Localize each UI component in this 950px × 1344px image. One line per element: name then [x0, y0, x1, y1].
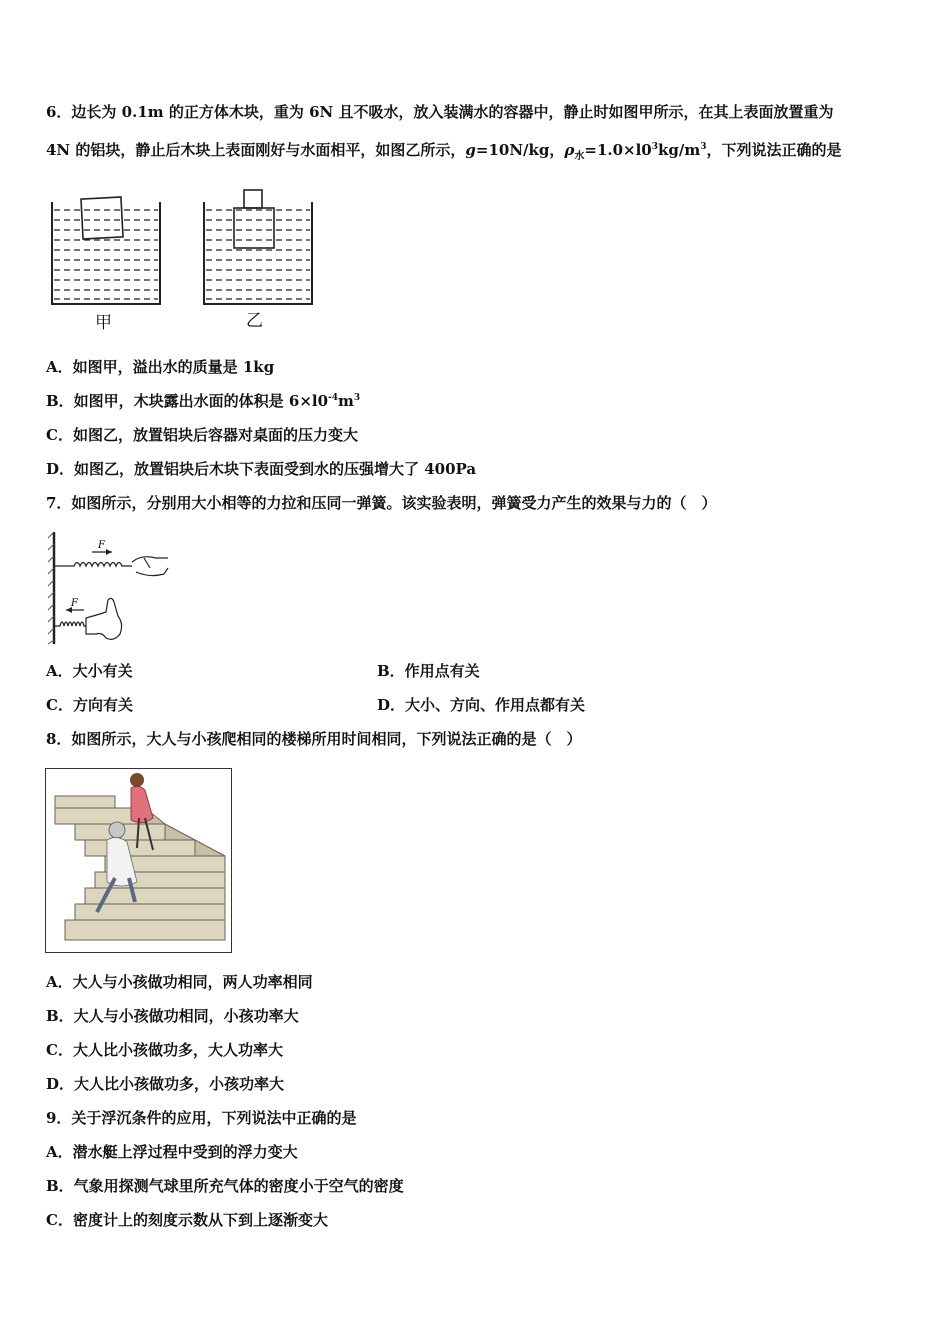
q6-exp2: 3 — [700, 142, 707, 152]
q6-rho-symbol: ρ — [564, 141, 575, 159]
q7-option-a: A．大小有关 — [46, 662, 133, 680]
q6-exp1: 3 — [651, 142, 659, 152]
q8-option-d: D．大人比小孩做功多，小孩功率大 — [46, 1075, 285, 1093]
q6-option-b-unit: m — [338, 392, 354, 410]
q9-stem: 9．关于浮沉条件的应用，下列说法中正确的是 — [46, 1109, 357, 1127]
q6-option-a: A．如图甲，溢出水的质量是 1kg — [46, 358, 275, 376]
q9-option-b: B．气象用探测气球里所充气体的密度小于空气的密度 — [46, 1177, 404, 1195]
q6-unit: kg/m — [658, 141, 701, 159]
q7-force-label-bottom: F — [71, 598, 78, 609]
q6-option-c: C．如图乙，放置铝块后容器对桌面的压力变大 — [46, 426, 358, 444]
fig-label-jia: 甲 — [95, 313, 112, 333]
fig-label-yi: 乙 — [246, 311, 263, 331]
q6-option-d: D．如图乙，放置铝块后木块下表面受到水的压强增大了 400Pa — [46, 460, 477, 478]
q8-option-b: B．大人与小孩做功相同，小孩功率大 — [46, 1007, 299, 1025]
q6-option-b-exp: -4 — [328, 393, 339, 403]
q6-g-value: =10N/kg， — [475, 141, 565, 159]
q6-stem-line2 — [46, 140, 842, 160]
q8-stairs-svg — [45, 768, 232, 953]
q7-option-d: D．大小、方向、作用点都有关 — [377, 696, 586, 714]
q6-g-symbol: g — [465, 141, 476, 159]
q6-stem-line1: 6．边长为 0.1m 的正方体木块，重为 6N 且不吸水，放入装满水的容器中，静止时如图甲所示，在其上表面放置重为 — [46, 103, 834, 121]
q8-stem: 8．如图所示，大人与小孩爬相同的楼梯所用时间相同，下列说法正确的是（ ） — [46, 730, 582, 748]
q7-option-b: B．作用点有关 — [377, 662, 480, 680]
q6-option-b — [46, 391, 360, 411]
q7-stem: 7．如图所示，分别用大小相等的力拉和压同一弹簧。该实验表明，弹簧受力产生的效果与力的（ ） — [46, 494, 717, 512]
q7-force-label-top: F — [98, 540, 105, 551]
container-jia — [52, 197, 160, 304]
q6-option-b-exp2: 3 — [353, 393, 361, 403]
q7-figure-svg — [44, 528, 174, 648]
q6-rho-value: =1.0×l0 — [584, 141, 652, 159]
q6-stem-part-a: 4N 的铝块，静止后木块上表面刚好与水面相平，如图乙所示， — [46, 141, 466, 159]
q6-stem-part-e: ，下列说法正确的是 — [706, 141, 842, 159]
q8-option-a: A．大人与小孩做功相同，两人功率相同 — [46, 973, 313, 991]
q6-rho-subscript: 水 — [574, 151, 585, 162]
q8-option-c: C．大人比小孩做功多，大人功率大 — [46, 1041, 283, 1059]
container-yi — [204, 190, 312, 304]
q6-figure — [44, 180, 324, 340]
q9-option-a: A．潜水艇上浮过程中受到的浮力变大 — [46, 1143, 298, 1161]
q6-figure-svg — [44, 180, 324, 340]
q9-option-c: C．密度计上的刻度示数从下到上逐渐变大 — [46, 1211, 328, 1229]
q7-figure — [44, 528, 174, 648]
q6-option-b-text: B．如图甲，木块露出水面的体积是 6×l0 — [46, 392, 329, 410]
q8-stairs-image — [45, 768, 232, 953]
q7-option-c: C．方向有关 — [46, 696, 133, 714]
